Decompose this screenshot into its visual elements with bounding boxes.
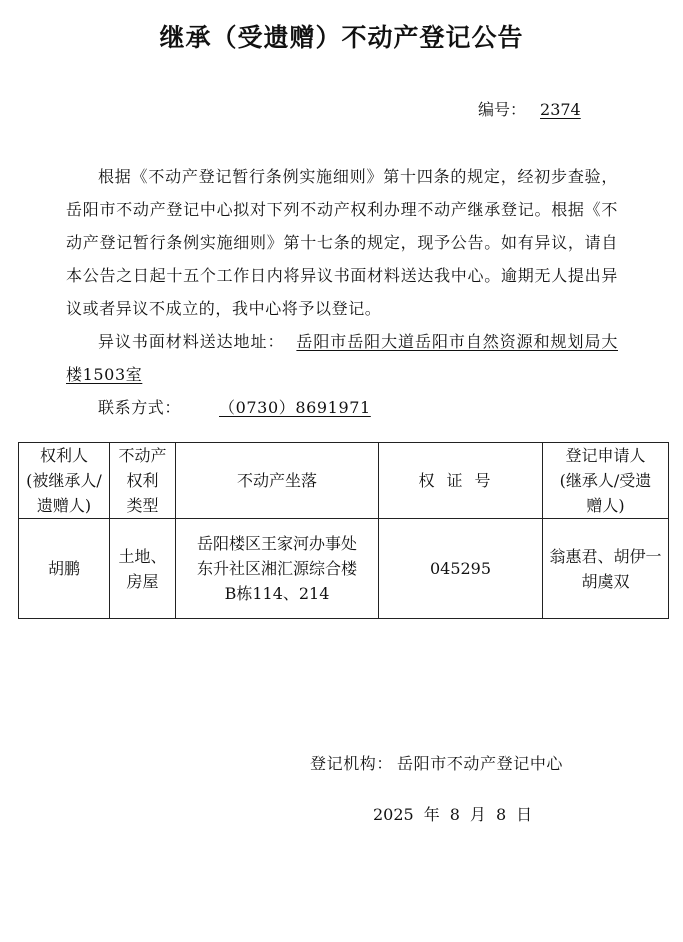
cell-cert-no: 045295 [379, 519, 543, 619]
address-paragraph [66, 325, 618, 391]
date-day: 8 [495, 805, 507, 824]
header-location: 不动产坐落 [176, 443, 379, 519]
date-year-unit: 年 [423, 805, 440, 824]
notice-body [66, 160, 618, 424]
notice-date [373, 802, 542, 828]
header-applicants: 登记申请人 (继承人/受遗 赠人) [543, 443, 669, 519]
address-value: 岳阳市岳阳大道岳阳市自然资源和规划局大楼1503室 [66, 332, 618, 384]
doc-number-value: 2374 [540, 100, 581, 119]
main-paragraph: 根据《不动产登记暂行条例实施细则》第十四条的规定，经初步查验，岳阳市不动产登记中心拟对下列不动产权利办理不动产继承登记。根据《不动产登记暂行条例实施细则》第十七条的规定，现予公告。如有异议，请自本公告之日起十五个工作日内将异议书面材料送达我中心。逾期无人提出异议或者异议不成立的，我中心将予以登记。 [66, 167, 618, 318]
date-month: 8 [449, 805, 460, 824]
registration-table [18, 442, 669, 619]
header-cert-no: 权证号 [379, 443, 543, 519]
header-right-type: 不动产 权利 类型 [110, 443, 176, 519]
table-header-row [19, 443, 669, 519]
cell-owner: 胡鹏 [19, 519, 110, 619]
contact-value: （0730）8691971 [219, 398, 371, 417]
notice-title: 继承（受遗赠）不动产登记公告 [159, 23, 524, 52]
registration-agency [310, 751, 563, 777]
doc-number-label: 编号： [478, 100, 527, 119]
cell-location: 岳阳楼区王家河办事处 东升社区湘汇源综合楼 B栋114、214 [176, 519, 379, 619]
date-month-unit: 月 [469, 805, 486, 824]
address-label: 异议书面材料送达地址： [98, 332, 285, 351]
date-day-unit: 日 [516, 805, 533, 824]
agency-label: 登记机构： [310, 754, 394, 773]
doc-number [478, 97, 581, 123]
date-year: 2025 [373, 805, 414, 824]
cell-applicants: 翁惠君、胡伊一 胡虞双 [543, 519, 669, 619]
cell-right-type: 土地、 房屋 [110, 519, 176, 619]
header-owner: 权利人 (被继承人/ 遗赠人) [19, 443, 110, 519]
contact-paragraph [66, 391, 618, 424]
agency-value: 岳阳市不动产登记中心 [397, 754, 564, 773]
table-row [19, 519, 669, 619]
contact-label: 联系方式： [98, 398, 182, 417]
